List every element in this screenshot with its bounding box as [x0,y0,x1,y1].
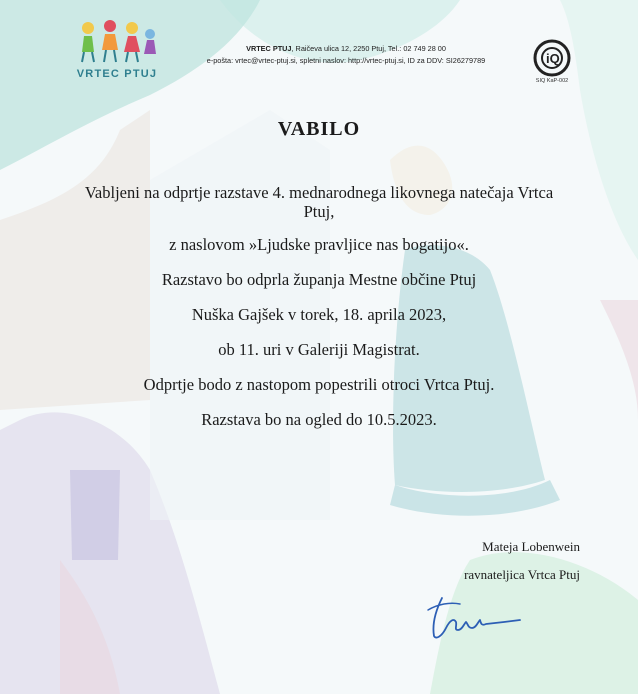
paragraph: ob 11. uri v Galeriji Magistrat. [218,340,420,359]
paragraph: Odprtje bodo z nastopom popestrili otroci Vrtca Ptuj. [143,375,495,394]
signature-block [420,539,580,583]
organization-info [176,43,516,67]
invitation-body [80,183,558,445]
signer-role: ravnateljica Vrtca Ptuj [464,567,580,582]
document-title: VABILO [277,118,361,140]
certificate-label: SIQ KaP-002 [535,78,569,84]
org-address-line [176,43,516,55]
logo-text: VRTEC PTUJ [76,68,158,80]
paragraph: Razstava bo na ogled do 10.5.2023. [201,410,437,429]
paragraph: z naslovom »Ljudske pravljice nas bogatijo«. [169,235,469,254]
org-address: , Raičeva ulica 12, 2250 Ptuj, Tel.: 02 749 28 00 [291,44,446,53]
vrtec-ptuj-logo-icon [70,18,160,64]
svg-text:iQ: iQ [546,51,560,66]
org-contact-line: e-pošta: vrtec@vrtec-ptuj.si, spletni naslov: http://vrtec-ptuj.si, ID za DDV: SI26279789 [206,56,486,65]
letterhead [0,0,638,95]
signer-name: Mateja Lobenwein [482,539,580,554]
paragraph: Razstavo bo odprla županja Mestne občine Ptuj [161,270,477,289]
paragraph: Nuška Gajšek v torek, 18. aprila 2023, [191,305,447,324]
org-name: VRTEC PTUJ [246,44,292,53]
handwritten-signature [424,590,524,642]
paragraph: Vabljeni na odprtje razstave 4. mednarodnega likovnega natečaja Vrtca Ptuj, [84,183,554,221]
